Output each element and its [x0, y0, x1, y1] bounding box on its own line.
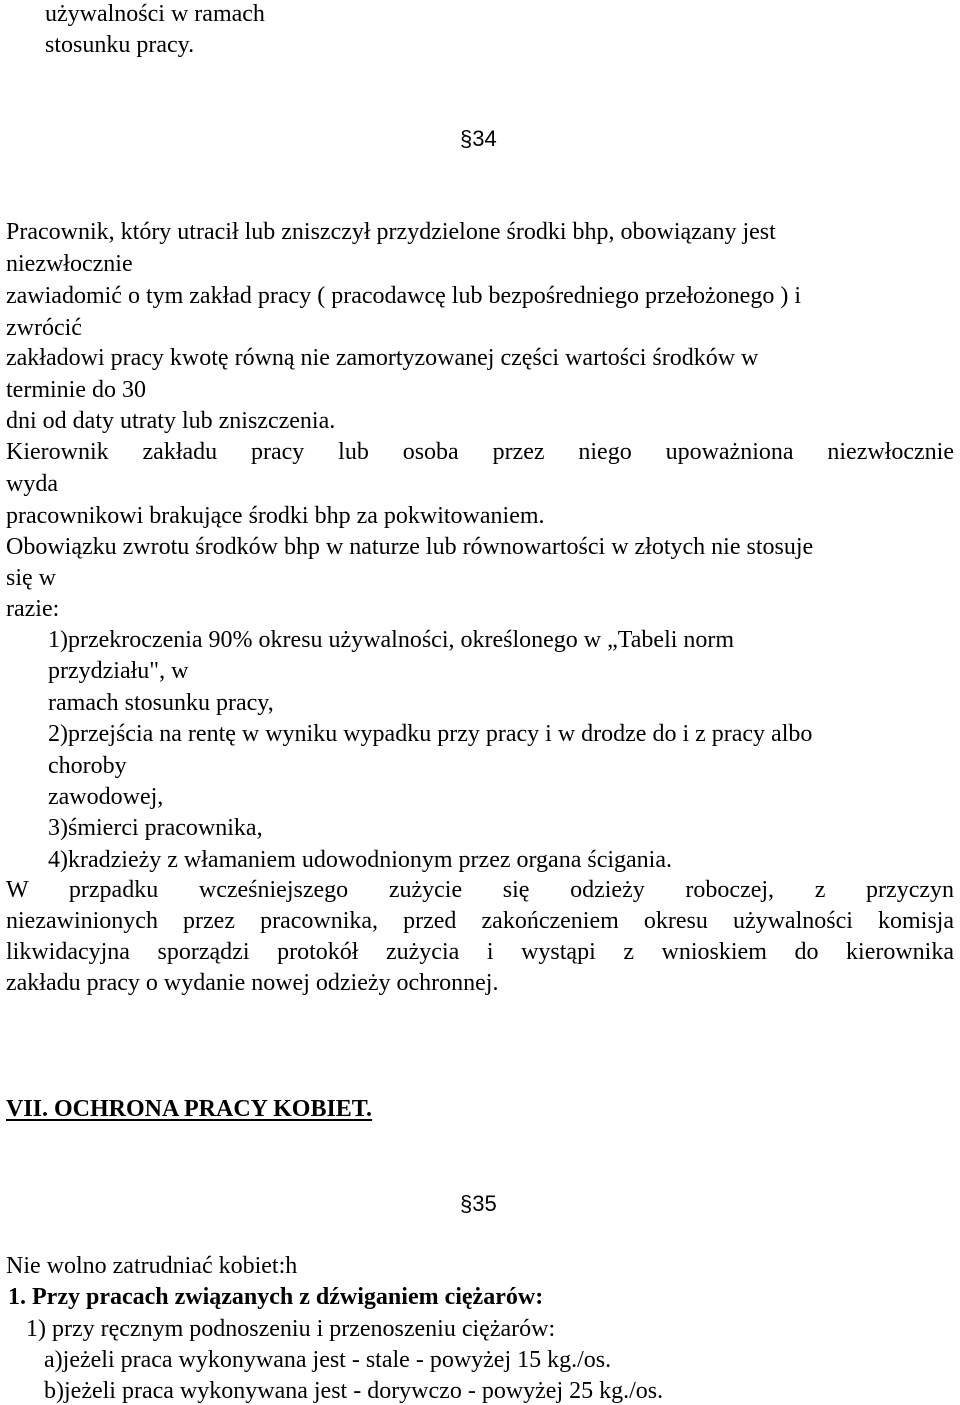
para2-line-2: wyda: [6, 471, 58, 497]
para3-line-2: się w: [6, 565, 56, 591]
list-line-5: choroby: [48, 753, 127, 779]
para3-line-3: razie:: [6, 596, 60, 622]
chapter-heading: VII. OCHRONA PRACY KOBIET.: [6, 1096, 373, 1122]
para4-line-3: likwidacyjna sporządzi protokół zużycia i wystąpi z wnioskiem do kierownika: [6, 939, 954, 965]
section-35-heading: §35: [460, 1191, 497, 1216]
para3-line-1: Obowiązku zwrotu środków bhp w naturze lub równowartości w złotych nie stosuje: [6, 534, 814, 560]
para1-line-5: zakładowi pracy kwotę równą nie zamortyzowanej części wartości środków w: [6, 345, 759, 371]
subitem-1b: b)jeżeli praca wykonywana jest - dorywczo - powyżej 25 kg./os.: [44, 1378, 664, 1404]
para1-line-7: dni od daty utraty lub zniszczenia.: [6, 408, 336, 434]
para2-line-1: Kierownik zakładu pracy lub osoba przez niego upoważniona niezwłocznie: [6, 439, 954, 465]
list-line-4: 2)przejścia na rentę w wyniku wypadku przy pracy i w drodze do i z pracy albo: [48, 721, 813, 747]
para1-line-1: Pracownik, który utracił lub zniszczył przydzielone środki bhp, obowiązany jest: [6, 219, 776, 245]
list-line-8: 4)kradzieży z włamaniem udowodnionym przez organa ścigania.: [48, 847, 672, 873]
subitem-1: 1) przy ręcznym podnoszeniu i przenoszeniu ciężarów:: [26, 1316, 556, 1342]
list-line-1: 1)przekroczenia 90% okresu używalności, określonego w „Tabeli norm: [48, 627, 735, 653]
list-line-2: przydziału", w: [48, 658, 189, 684]
section-35-intro: Nie wolno zatrudniać kobiet:h: [6, 1253, 298, 1279]
item-1-heading: 1. Przy pracach związanych z dźwiganiem ciężarów:: [8, 1284, 544, 1310]
para1-line-4: zwrócić: [6, 315, 82, 341]
para1-line-3: zawiadomić o tym zakład pracy ( pracodawcę lub bezpośredniego przełożonego ) i: [6, 283, 801, 309]
para2-line-3: pracownikowi brakujące środki bhp za pokwitowaniem.: [6, 503, 545, 529]
para4-line-2: niezawinionych przez pracownika, przed zakończeniem okresu używalności komisja: [6, 908, 954, 934]
list-line-7: 3)śmierci pracownika,: [48, 815, 263, 841]
continued-text-line-1: używalności w ramach: [45, 1, 265, 27]
list-line-6: zawodowej,: [48, 784, 164, 810]
section-34-heading: §34: [460, 126, 497, 151]
list-line-3: ramach stosunku pracy,: [48, 690, 274, 716]
continued-text-line-2: stosunku pracy.: [45, 32, 195, 58]
para4-line-4: zakładu pracy o wydanie nowej odzieży ochronnej.: [6, 970, 499, 996]
para4-line-1: W przpadku wcześniejszego zużycie się odzieży roboczej, z przyczyn: [6, 877, 954, 903]
subitem-1a: a)jeżeli praca wykonywana jest - stale - powyżej 15 kg./os.: [44, 1347, 612, 1373]
para1-line-2: niezwłocznie: [6, 251, 133, 277]
para1-line-6: terminie do 30: [6, 377, 146, 403]
